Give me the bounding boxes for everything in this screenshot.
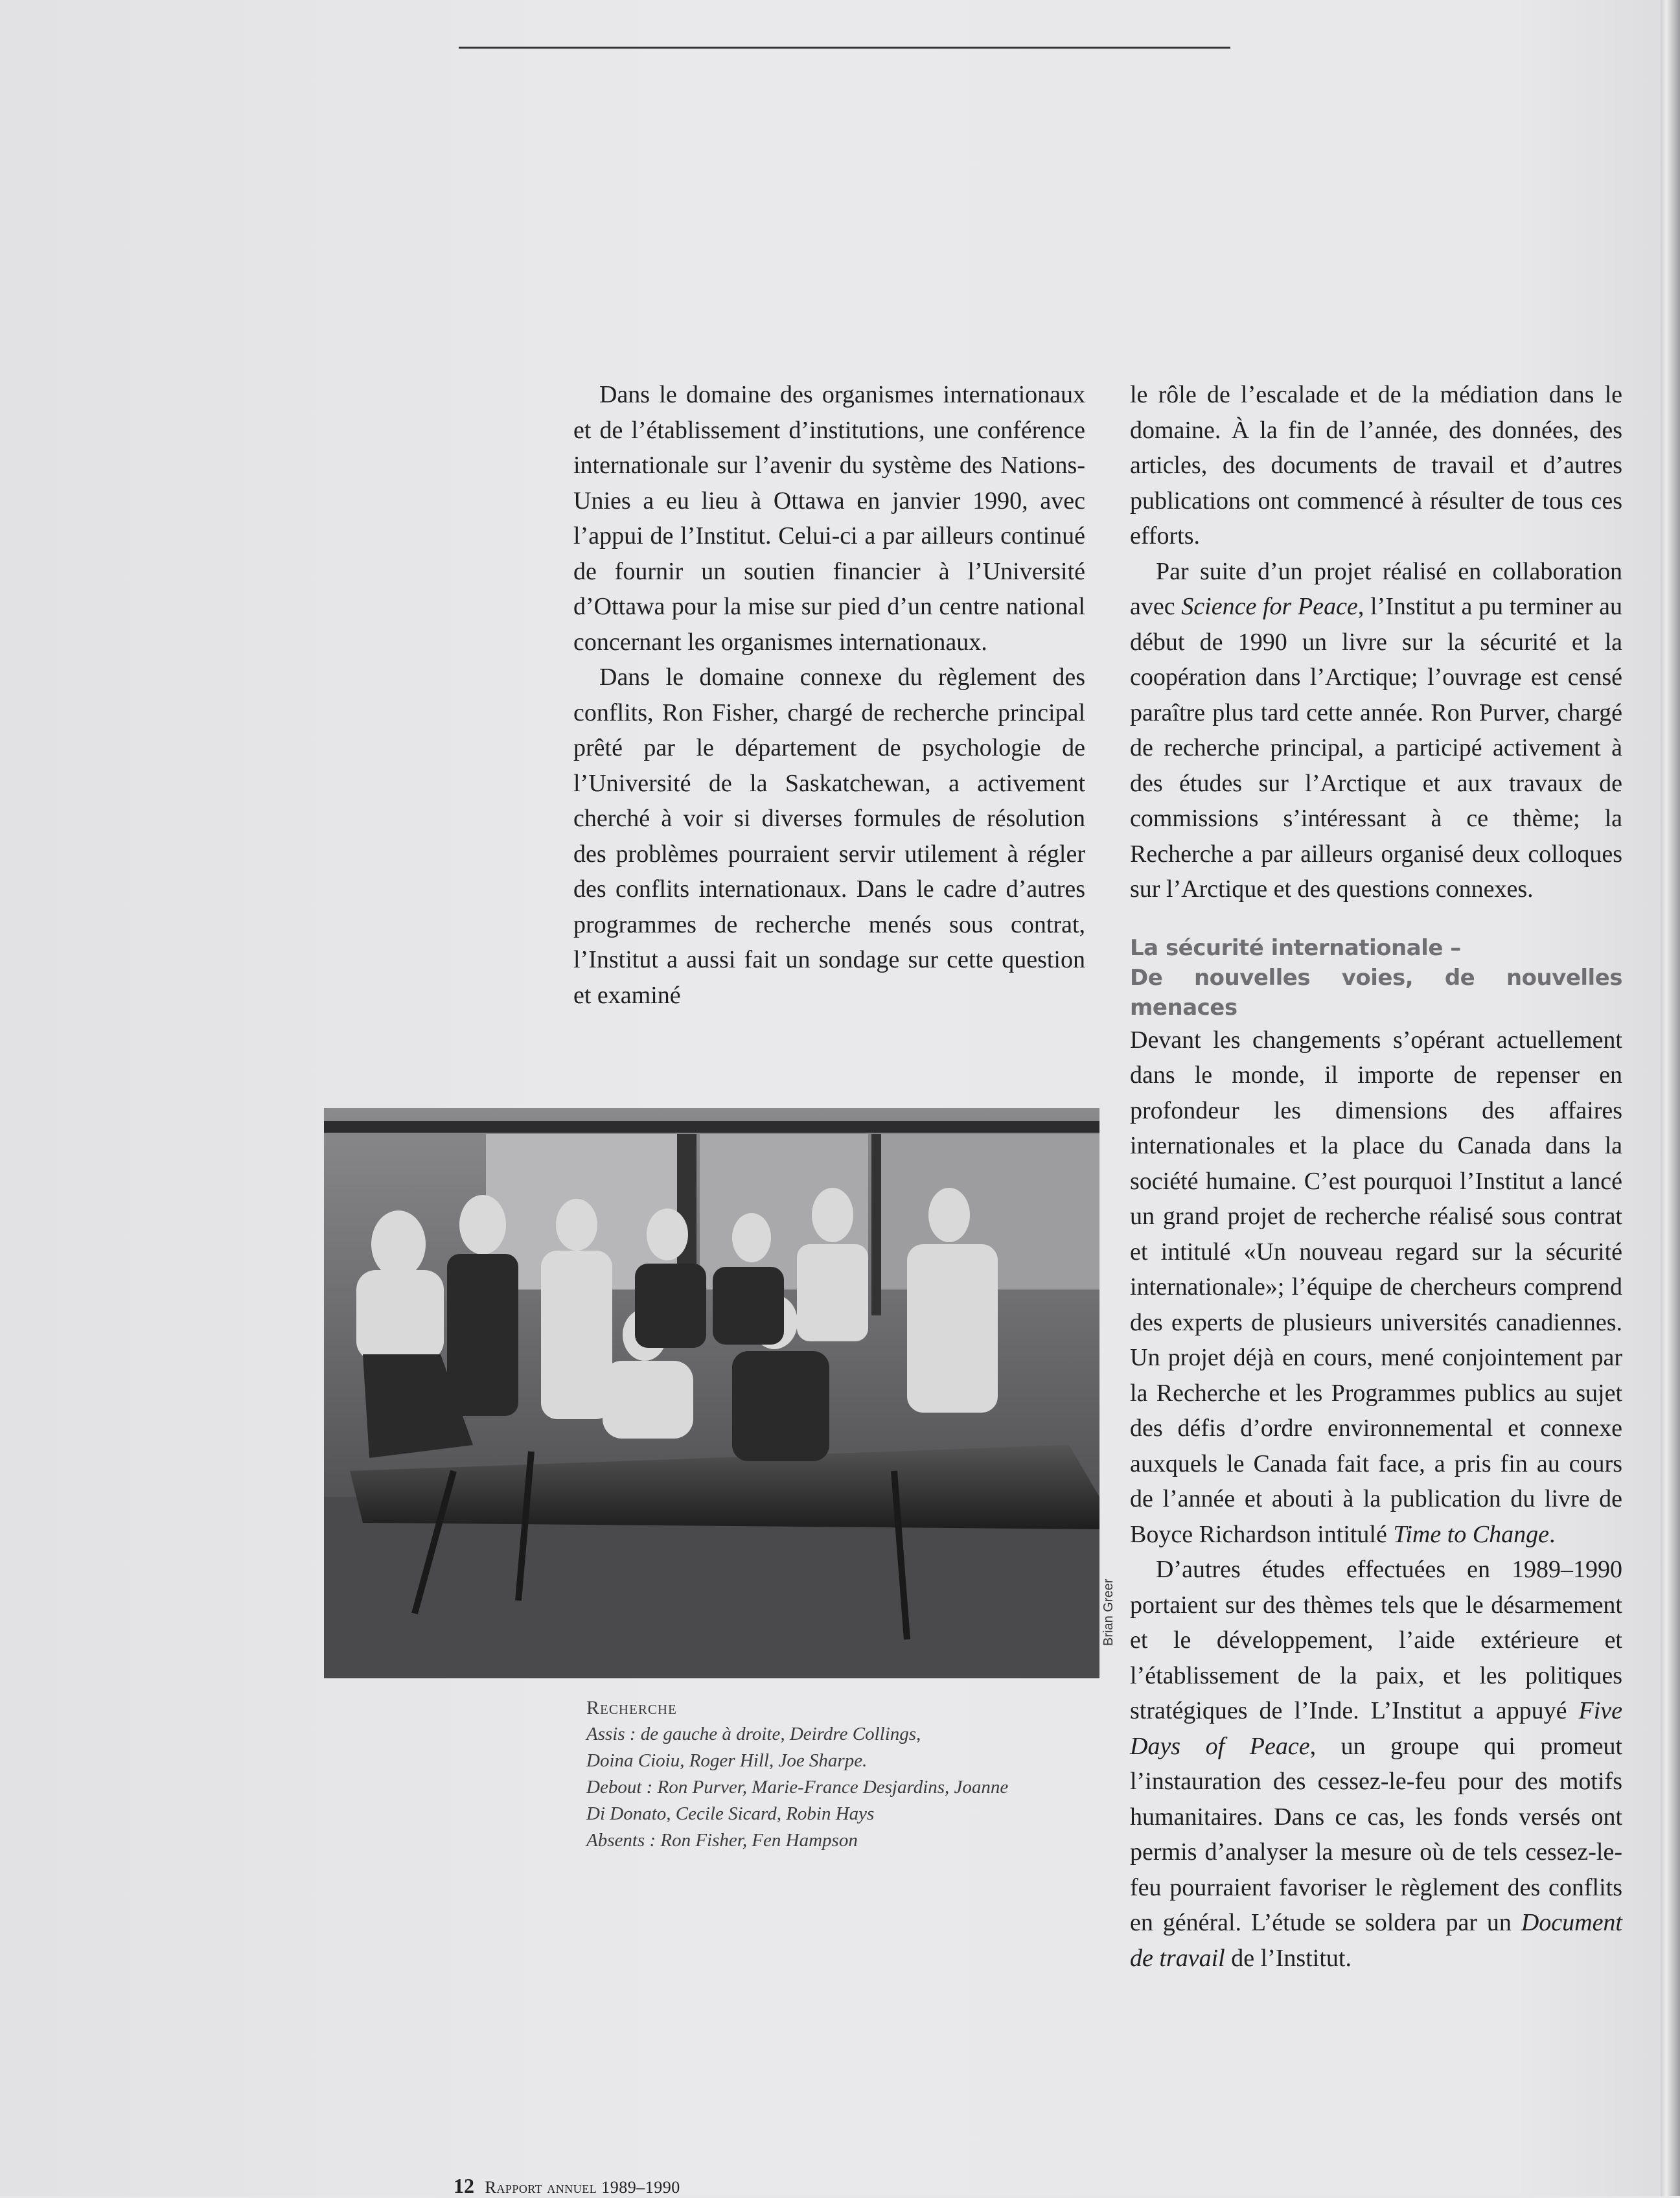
left-column [573, 377, 1085, 1013]
report-title: Rapport annuel 1989–1990 [485, 2178, 680, 2197]
group-photo-illustration [324, 1108, 1099, 1678]
caption-line: Debout : Ron Purver, Marie-France Desjardins, Joanne [586, 1777, 1009, 1798]
left-paragraph-2: Dans le domaine connexe du règlement des conflits, Ron Fisher, chargé de recherche principal prêté par le département de psychologie de l’Université de la Saskatchewan, a activement cherché à voir si diverses formules de résolution des problèmes pourraient servir utilement à régler des conflits internationaux. Dans le cadre d’autres programmes de recherche menés sous contrat, l’Institut a aussi fait un sondage sur cette question et examiné [573, 664, 1085, 1009]
heading-line-1: La sécurité internationale – [1130, 934, 1461, 961]
right-column [1130, 377, 1622, 1976]
caption-line: Absents : Ron Fisher, Fen Hampson [586, 1830, 858, 1851]
caption-title: Recherche [586, 1697, 677, 1718]
text-run: , un groupe qui promeut l’instauration des cessez-le-feu pour des motifs humanitaires. Dans ce cas, les fonds versés ont permis d’analyser la mesure où de tels cessez-le-feu pourraient favoriser le règlement des conflits en général. L’étude se soldera par un [1130, 1732, 1623, 1936]
page-edge [1661, 0, 1680, 2196]
photo-credit: Brian Greer [1101, 1579, 1116, 1646]
caption-line: Assis : de gauche à droite, Deirdre Collings, [586, 1724, 921, 1744]
group-photo [324, 1108, 1099, 1678]
italic-title: Time to Change [1393, 1520, 1549, 1548]
section-heading [1130, 933, 1622, 1023]
right-paragraph-2 [1130, 554, 1622, 907]
text-run: . [1549, 1520, 1556, 1548]
italic-title: Science for Peace [1181, 593, 1358, 620]
photo-caption [586, 1695, 1105, 1854]
caption-line: Di Donato, Cecile Sicard, Robin Hays [586, 1803, 875, 1824]
text-run: Devant les changements s’opérant actuellement dans le monde, il importe de repenser en profondeur les dimensions des affaires internationales et la place du Canada dans la société humaine. C’est pourquoi l’Institut a lancé un grand projet de recherche réalisé sous contrat et intitulé «Un nouveau regard sur la sécurité internationale»; l’équipe de chercheurs comprend des experts de plusieurs universités canadiennes. Un projet déjà en cours, mené conjointement par la Recherche et les Programmes publics au sujet des défis d’ordre environnemental et connexe auxquels le Canada fait face, a pris fin au cours de l’année et abouti à la publication du livre de Boyce Richardson intitulé [1130, 1026, 1622, 1548]
right-paragraph-1: le rôle de l’escalade et de la médiation dans le domaine. À la fin de l’année, des données, des articles, des documents de travail et d’autres publications ont commencé à résulter de tous ces efforts. [1130, 381, 1622, 550]
right-paragraph-4 [1130, 1552, 1622, 1976]
text-run: de l’Institut. [1225, 1944, 1352, 1972]
page-number: 12 [454, 2174, 474, 2197]
caption-line: Doina Cioiu, Roger Hill, Joe Sharpe. [586, 1750, 868, 1771]
text-run: , l’Institut a pu terminer au début de 1990 un livre sur la sécurité et la coopération dans l’Arctique; l’ouvrage est censé paraître plus tard cette année. Ron Purver, chargé de recherche principal, a participé activement à des études sur l’Arctique et aux travaux de commissions s’intéressant à ce thème; la Recherche a par ailleurs organisé deux colloques sur l’Arctique et des questions connexes. [1130, 593, 1622, 903]
italic-title: Five Days of Peace [1130, 1697, 1622, 1760]
italic-title: Document de travail [1130, 1909, 1622, 1972]
left-paragraph-1: Dans le domaine des organismes internationaux et de l’établissement d’institutions, une conférence internationale sur l’avenir du système des Nations-Unies a eu lieu à Ottawa en janvier 1990, avec l’appui de l’Institut. Celui-ci a par ailleurs continué de fournir un soutien financier à l’Université d’Ottawa pour la mise sur pied d’un centre national concernant les organismes internationaux. [573, 381, 1085, 656]
heading-line-2: De nouvelles voies, de nouvelles menaces [1130, 964, 1622, 1021]
top-rule [459, 47, 1230, 49]
text-run: Par suite d’un projet réalisé en collaboration avec [1130, 557, 1622, 620]
text-run: D’autres études effectuées en 1989–1990 portaient sur des thèmes tels que le désarmement et le développement, l’aide extérieure et l’établissement de la paix, et les politiques stratégiques de l’Inde. L’Institut a appuyé [1130, 1556, 1622, 1724]
right-paragraph-3 [1130, 1023, 1622, 1553]
page-footer [454, 2174, 680, 2198]
